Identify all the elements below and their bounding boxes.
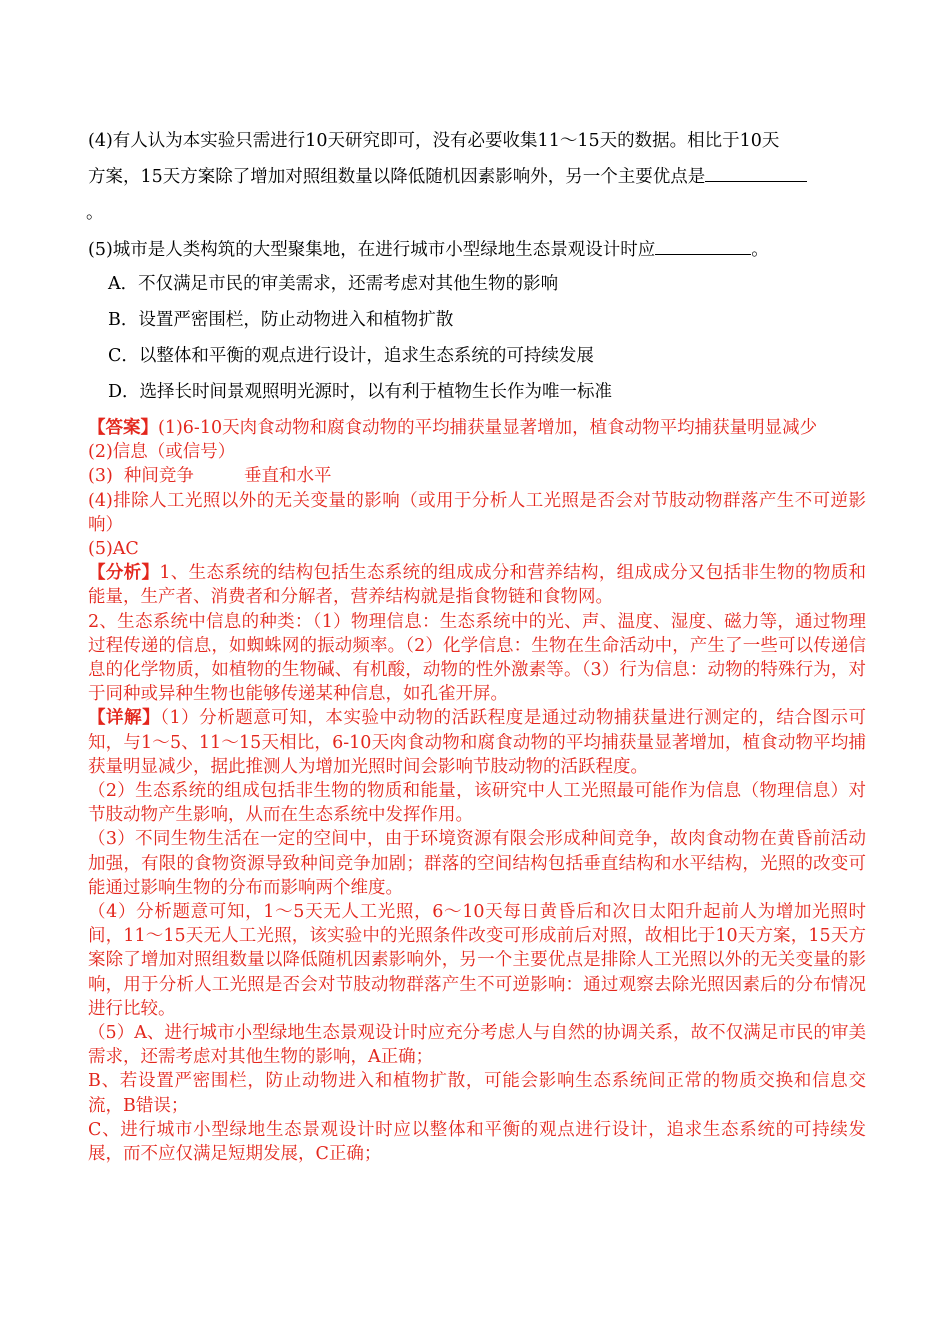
question-4-line-1: (4)有人认为本实验只需进行10天研究即可，没有必要收集11～15天的数据。相比于10天 bbox=[88, 131, 780, 151]
answer-label: 【答案】 bbox=[88, 418, 158, 438]
detail-5: （5）A、进行城市小型绿地生态景观设计时应充分考虑人与自然的协调关系，故不仅满足市民的审美需求，还需考虑对其他生物的影响，A正确； bbox=[88, 1023, 866, 1068]
detail-2: （2）生态系统的组成包括非生物的物质和能量，该研究中人工光照最可能作为信息（物理信息）对节肢动物产生影响，从而在生态系统中发挥作用。 bbox=[88, 781, 866, 826]
option-c: C．以整体和平衡的观点进行设计，追求生态系统的可持续发展 bbox=[108, 346, 594, 366]
option-a: A．不仅满足市民的审美需求，还需考虑对其他生物的影响 bbox=[108, 274, 559, 294]
answer-section bbox=[88, 416, 866, 1166]
answer-1-text: (1)6-10天肉食动物和腐食动物的平均捕获量显著增加，植食动物平均捕获量明显减少 bbox=[158, 418, 818, 438]
analysis-1-text: 1、生态系统的结构包括生态系统的组成成分和营养结构，组成成分又包括非生物的物质和能量，生产者、消费者和分解者，营养结构就是指食物链和食物网。 bbox=[88, 563, 866, 608]
question-5-end: 。 bbox=[751, 240, 769, 260]
answer-blank-4 bbox=[705, 161, 807, 182]
detail-1 bbox=[88, 706, 866, 779]
question-4-line-2 bbox=[88, 159, 868, 195]
detail-1-text: （1）分析题意可知，本实验中动物的活跃程度是通过动物捕获量进行测定的，结合图示可知，与1～5、11～15天相比，6-10天肉食动物和腐食动物的平均捕获量显著增加，植食动物平均捕获量明显减少，据此推测人为增加光照时间会影响节肢动物的活跃程度。 bbox=[88, 708, 866, 777]
detail-label: 【详解】 bbox=[88, 708, 161, 729]
answer-blank-5 bbox=[655, 234, 751, 255]
analysis-1 bbox=[88, 561, 866, 609]
answer-4: (4)排除人工光照以外的无关变量的影响（或用于分析人工光照是否会对节肢动物群落产生不可逆影响） bbox=[88, 490, 866, 535]
detail-4: （4）分析题意可知，1～5天无人工光照，6～10天每日黄昏后和次日太阳升起前人为增加光照时间，11～15天无人工光照，该实验中的光照条件改变可形成前后对照，故相比于10天方案，15天方案除了增加对照组数量以降低随机因素影响外，另一个主要优点是排除人工光照以外的无关变量的影响，用于分析人工光照是否会对节肢动物群落产生不可逆影响：通过观察去除光照因素后的分布情况进行比较。 bbox=[88, 902, 866, 1019]
answer-3: (3) 种间竞争 垂直和水平 bbox=[88, 466, 332, 487]
option-b: B．设置严密围栏，防止动物进入和植物扩散 bbox=[108, 310, 454, 330]
option-d: D．选择长时间景观照明光源时，以有利于植物生长作为唯一标准 bbox=[108, 382, 613, 402]
detail-3: （3）不同生物生活在一定的空间中，由于环境资源有限会形成种间竞争，故肉食动物在黄昏前活动加强，有限的食物资源导致种间竞争加剧；群落的空间结构包括垂直结构和水平结构，光照的改变可能通过影响生物的分布而影响两个维度。 bbox=[88, 829, 866, 898]
question-5 bbox=[88, 232, 868, 268]
answer-1 bbox=[88, 416, 866, 440]
question-5-text: (5)城市是人类构筑的大型聚集地，在进行城市小型绿地生态景观设计时应 bbox=[88, 240, 656, 260]
question-4-text: 方案，15天方案除了增加对照组数量以降低随机因素影响外，另一个主要优点是 bbox=[88, 167, 706, 187]
answer-2: (2)信息（或信号） bbox=[88, 442, 236, 463]
answer-5: (5)AC bbox=[88, 539, 139, 560]
detail-6: B、若设置严密围栏，防止动物进入和植物扩散，可能会影响生态系统间正常的物质交换和信息交流，B错误； bbox=[88, 1071, 866, 1116]
question-4-end: 。 bbox=[86, 203, 104, 223]
analysis-2: 2、生态系统中信息的种类：（1）物理信息：生态系统中的光、声、温度、湿度、磁力等，通过物理过程传递的信息，如蜘蛛网的振动频率。（2）化学信息：生物在生命活动中，产生了一些可以传递信息的化学物质，如植物的生物碱、有机酸，动物的性外激素等。（3）行为信息：动物的特殊行为，对于同种或异种生物也能够传递某种信息，如孔雀开屏。 bbox=[88, 611, 866, 705]
detail-7: C、进行城市小型绿地生态景观设计时应以整体和平衡的观点进行设计，追求生态系统的可持续发展，而不应仅满足短期发展，C正确； bbox=[88, 1119, 866, 1165]
analysis-label: 【分析】 bbox=[88, 563, 160, 584]
